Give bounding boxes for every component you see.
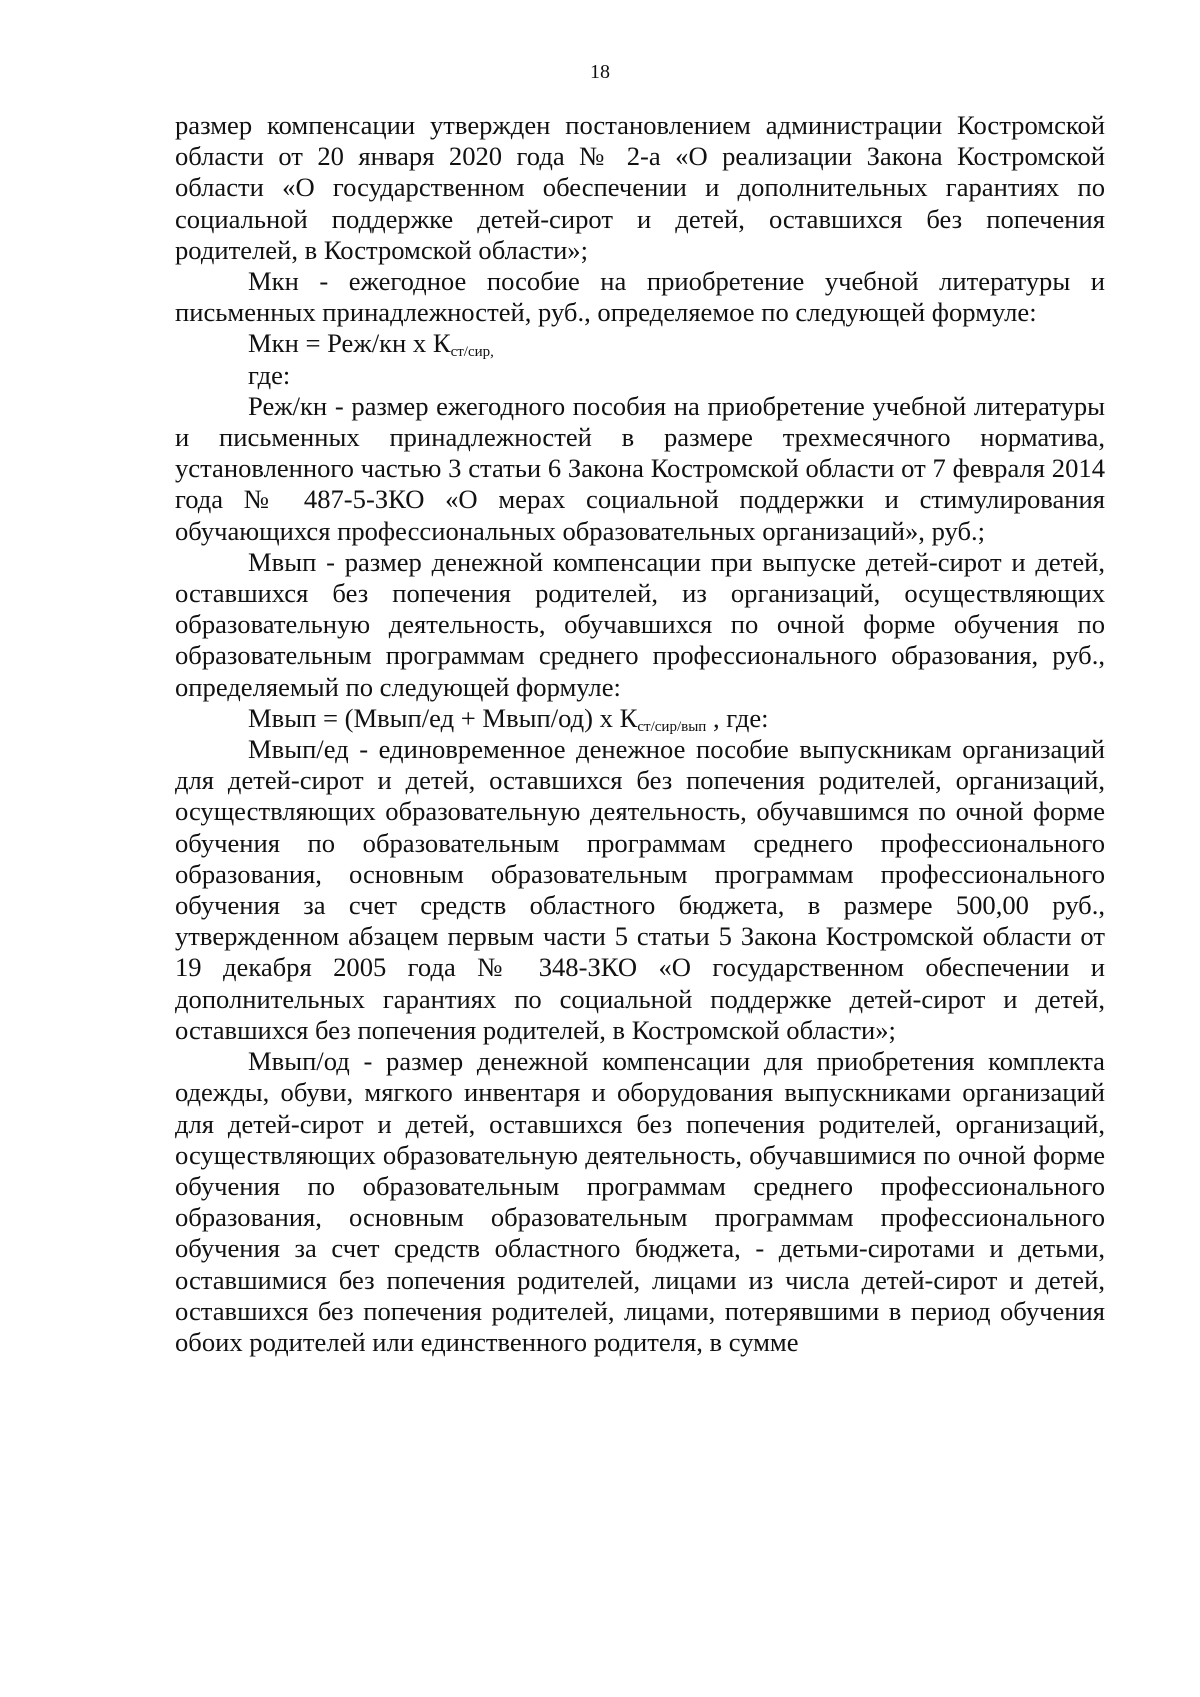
document-body: [175, 110, 1105, 1358]
formula-mkn: [175, 328, 1105, 359]
paragraph-mvyp-definition: Мвып - размер денежной компенсации при выпуске детей-сирот и детей, оставшихся без попечения родителей, из организаций, осуществляющих образовательную деятельность, обучавшихся по очной форме обучения по образовательным программам среднего профессионального образования, руб., определяемый по следующей формуле:: [175, 546, 1105, 702]
paragraph-mkn-definition: Мкн - ежегодное пособие на приобретение учебной литературы и письменных принадлежностей, руб., определяемое по следующей формуле:: [175, 266, 1105, 328]
formula-mkn-main: Мкн = Реж/кн х К: [248, 328, 451, 359]
paragraph-mvyp-ed-definition: Мвып/ед - единовременное денежное пособие выпускникам организаций для детей-сирот и детей, оставшихся без попечения родителей, организаций, осуществляющих образовательную деятельность, обучавшимся по очной форме обучения по образовательным программам среднего профессионального образования, основным образовательным программам профессионального обучения за счет средств областного бюджета, в размере 500,00 руб., утвержденном абзацем первым части 5 статьи 5 Закона Костромской области от 19 декабря 2005 года № 348-ЗКО «О государственном обеспечении и дополнительных гарантиях по социальной поддержке детей-сирот и детей, оставшихся без попечения родителей, в Костромской области»;: [175, 734, 1105, 1045]
paragraph-rezh-kn-definition: Реж/кн - размер ежегодного пособия на приобретение учебной литературы и письменных принадлежностей в размере трехмесячного норматива, установленного частью 3 статьи 6 Закона Костромской области от 7 февраля 2014 года № 487-5-ЗКО «О мерах социальной поддержки и стимулирования обучающихся профессиональных образовательных организаций», руб.;: [175, 390, 1105, 546]
formula-mkn-subscript: ст/сир,: [450, 344, 494, 361]
paragraph-compensation-resolution: размер компенсации утвержден постановлением администрации Костромской области от 20 января 2020 года № 2-а «О реализации Закона Костромской области «О государственном обеспечении и дополнительных гарантиях по социальной поддержке детей-сирот и детей, оставшихся без попечения родителей, в Костромской области»;: [175, 110, 1105, 265]
page-number: 18: [590, 61, 610, 83]
paragraph-mvyp-od-definition: Мвып/од - размер денежной компенсации для приобретения комплекта одежды, обуви, мягкого инвентаря и оборудования выпускниками организаций для детей-сирот и детей, оставшихся без попечения родителей, организаций, осуществляющих образовательную деятельность, обучавшимися по очной форме обучения по образовательным программам среднего профессионального образования, основным образовательным программам профессионального обучения за счет средств областного бюджета, - детьми-сиротами и детьми, оставшимися без попечения родителей, лицами из числа детей-сирот и детей, оставшихся без попечения родителей, лицами, потерявшими в период обучения обоих родителей или единственного родителя, в сумме: [175, 1046, 1105, 1357]
formula-mvyp-main: Мвып = (Мвып/ед + Мвып/од) х К: [248, 702, 638, 733]
formula-mvyp: [175, 703, 1105, 734]
formula-mvyp-subscript: ст/сир/вып: [637, 718, 707, 735]
formula-mvyp-tail: , где:: [706, 702, 769, 733]
formula-where-label: где:: [248, 359, 291, 390]
